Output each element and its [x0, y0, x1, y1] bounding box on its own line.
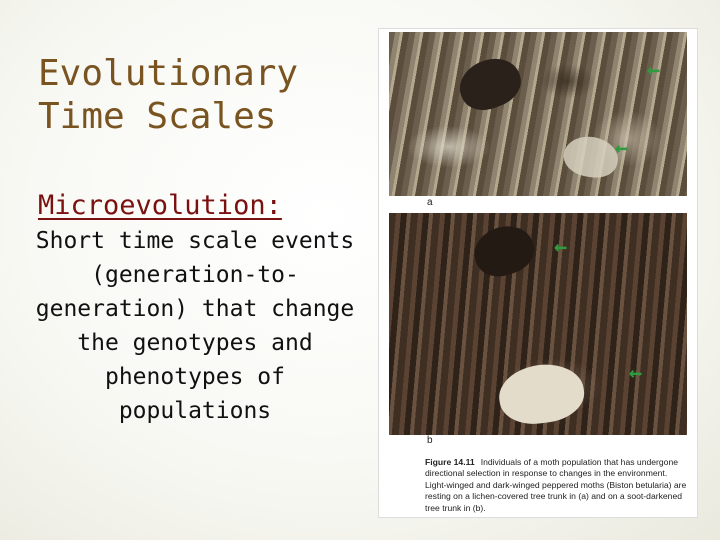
figure-caption	[425, 457, 689, 514]
slide-subheading: Microevolution:	[38, 190, 282, 221]
arrow-icon: ←	[647, 58, 661, 83]
arrow-icon: ←	[615, 136, 629, 161]
panel-b-label: b	[427, 435, 433, 446]
light-moth	[495, 359, 587, 428]
panel-a-label: a	[427, 197, 433, 208]
caption-text: Individuals of a moth population that has undergone directional selection in response to changes in the environment. Light-winged and dark-winged peppered moths (Biston betularia) are resting on a lichen-covered tree trunk in (a) and on a soot-darkened tree trunk in (b).	[425, 457, 687, 513]
dark-moth	[452, 50, 527, 118]
slide-title: Evolutionary Time Scales	[38, 53, 299, 137]
arrow-icon: ←	[554, 235, 568, 260]
slide-body-text: Short time scale events (generation-to-generation) that change the genotypes and phenotypes of populations	[35, 228, 355, 424]
photo-lichen-trunk	[389, 32, 687, 196]
photo-soot-trunk	[389, 213, 687, 435]
light-moth	[561, 133, 621, 182]
dark-moth	[468, 219, 540, 283]
arrow-icon: ←	[629, 361, 643, 386]
moth-figure	[378, 28, 698, 518]
figure-number: Figure 14.11	[425, 457, 475, 467]
